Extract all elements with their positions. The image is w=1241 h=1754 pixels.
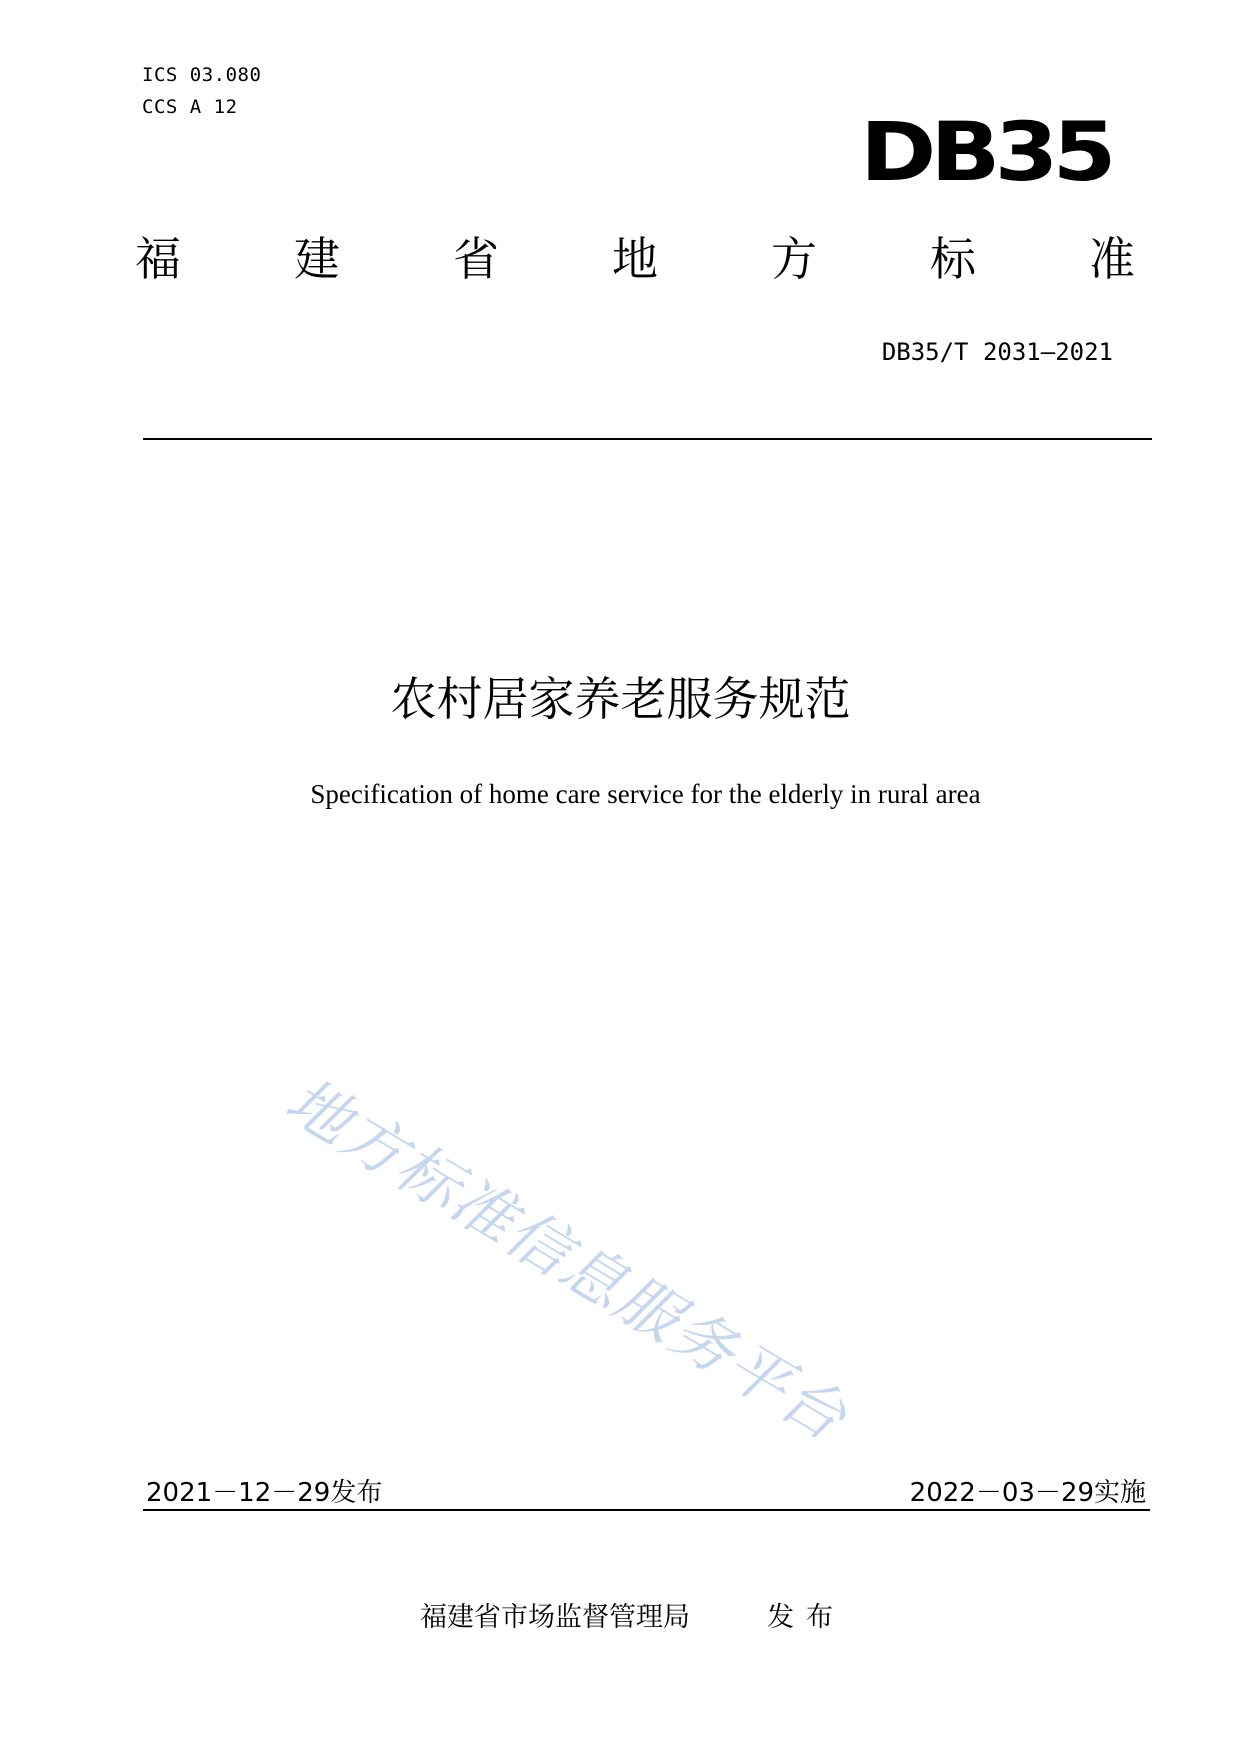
bottom-divider xyxy=(143,1509,1150,1511)
standard-type-char: 标 xyxy=(930,232,976,286)
standard-type-char: 准 xyxy=(1089,232,1135,286)
issue-date: 2021－12－29发布 xyxy=(146,1478,383,1508)
standard-type-char: 建 xyxy=(294,232,340,286)
chinese-title: 农村居家养老服务规范 xyxy=(390,672,851,726)
english-title: Specification of home care service for the elderly in rural area xyxy=(310,779,981,809)
watermark: 地方标准信息服务平台 xyxy=(273,1063,860,1456)
implementation-date: 2022－03－29实施 xyxy=(909,1478,1146,1508)
top-divider xyxy=(143,438,1152,440)
standard-number: DB35/T 2031—2021 xyxy=(881,338,1113,366)
standard-type-char: 福 xyxy=(135,232,181,286)
db35-logo: DB35 xyxy=(860,104,1111,200)
publisher-name: 福建省市场监督管理局 xyxy=(420,1602,690,1633)
standard-type-char: 省 xyxy=(453,232,499,286)
ccs-code: CCS A 12 xyxy=(142,96,238,118)
ics-code: ICS 03.080 xyxy=(142,64,262,86)
standard-type-char: 方 xyxy=(771,232,817,286)
standard-type-heading xyxy=(135,232,1135,286)
publish-label: 发布 xyxy=(767,1602,845,1633)
standard-type-char: 地 xyxy=(612,232,658,286)
